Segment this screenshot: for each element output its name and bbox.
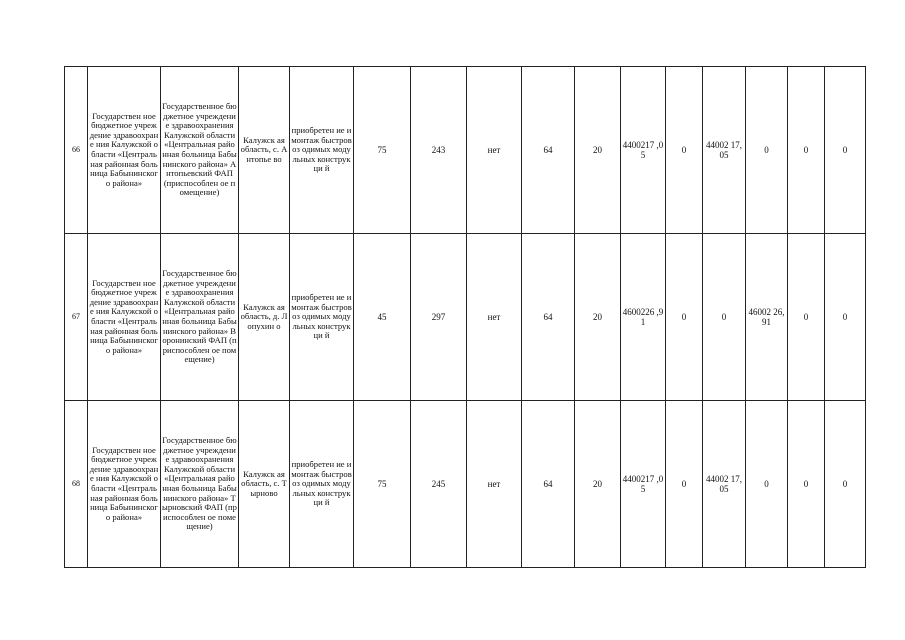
recipient-cell: Государствен ное бюджетное учреждение здравоохране ния Калужской области «Центральная районная больница Бабынинского района» xyxy=(88,67,161,234)
row-number: 66 xyxy=(65,67,88,234)
amount-cell: 0 xyxy=(825,67,866,234)
amount-cell: 44002 17,05 xyxy=(703,401,746,568)
recipient-cell: Государствен ное бюджетное учреждение здравоохране ния Калужской области «Центральная районная больница Бабынинского района» xyxy=(88,234,161,401)
table-row xyxy=(65,234,866,401)
row-number: 68 xyxy=(65,401,88,568)
activity-cell: приобретен ие и монтаж быстровоз одимых модульных конструкци й xyxy=(290,401,354,568)
object-cell: Государственное бюджетное учреждение здравоохранения Калужской области «Центральная районная больница Бабынинского района» Воронинский ФАП (приспособлен ое помещение) xyxy=(161,234,239,401)
activity-cell: приобретен ие и монтаж быстровоз одимых модульных конструкци й xyxy=(290,234,354,401)
value-cell: 75 xyxy=(354,67,411,234)
registry-table xyxy=(64,66,866,568)
recipient-cell: Государствен ное бюджетное учреждение здравоохране ния Калужской области «Центральная районная больница Бабынинского района» xyxy=(88,401,161,568)
amount-cell: 0 xyxy=(746,67,788,234)
amount-cell: 4400217 ,05 xyxy=(621,401,666,568)
amount-cell: 0 xyxy=(825,401,866,568)
amount-cell: 0 xyxy=(788,401,825,568)
amount-cell: 0 xyxy=(825,234,866,401)
value-cell: 45 xyxy=(354,234,411,401)
amount-cell: 0 xyxy=(788,67,825,234)
activity-cell: приобретен ие и монтаж быстровоз одимых модульных конструкци й xyxy=(290,67,354,234)
value-cell: 64 xyxy=(522,234,575,401)
value-cell: нет xyxy=(467,67,522,234)
value-cell: 243 xyxy=(411,67,467,234)
value-cell: нет xyxy=(467,401,522,568)
value-cell: 75 xyxy=(354,401,411,568)
value-cell: 245 xyxy=(411,401,467,568)
value-cell: 20 xyxy=(575,234,621,401)
value-cell: нет xyxy=(467,234,522,401)
amount-cell: 0 xyxy=(703,234,746,401)
table-row xyxy=(65,401,866,568)
object-cell: Государственное бюджетное учреждение здравоохранения Калужской области «Центральная районная больница Бабынинского района» Тырновский ФАП (приспособлен ое помещение) xyxy=(161,401,239,568)
amount-cell: 0 xyxy=(666,67,703,234)
table-row xyxy=(65,67,866,234)
amount-cell: 44002 17,05 xyxy=(703,67,746,234)
amount-cell: 0 xyxy=(746,401,788,568)
address-cell: Калужск ая область, д. Лопухин о xyxy=(239,234,290,401)
amount-cell: 0 xyxy=(666,401,703,568)
amount-cell: 4400217 ,05 xyxy=(621,67,666,234)
address-cell: Калужск ая область, с. Тырново xyxy=(239,401,290,568)
address-cell: Калужск ая область, с. Антопье во xyxy=(239,67,290,234)
value-cell: 64 xyxy=(522,67,575,234)
amount-cell: 4600226 ,91 xyxy=(621,234,666,401)
object-cell: Государственное бюджетное учреждение здравоохранения Калужской области «Центральная районная больница Бабынинского района» Антопьевский ФАП (приспособлен ое помещение) xyxy=(161,67,239,234)
row-number: 67 xyxy=(65,234,88,401)
amount-cell: 46002 26,91 xyxy=(746,234,788,401)
amount-cell: 0 xyxy=(788,234,825,401)
value-cell: 297 xyxy=(411,234,467,401)
value-cell: 64 xyxy=(522,401,575,568)
value-cell: 20 xyxy=(575,401,621,568)
value-cell: 20 xyxy=(575,67,621,234)
amount-cell: 0 xyxy=(666,234,703,401)
